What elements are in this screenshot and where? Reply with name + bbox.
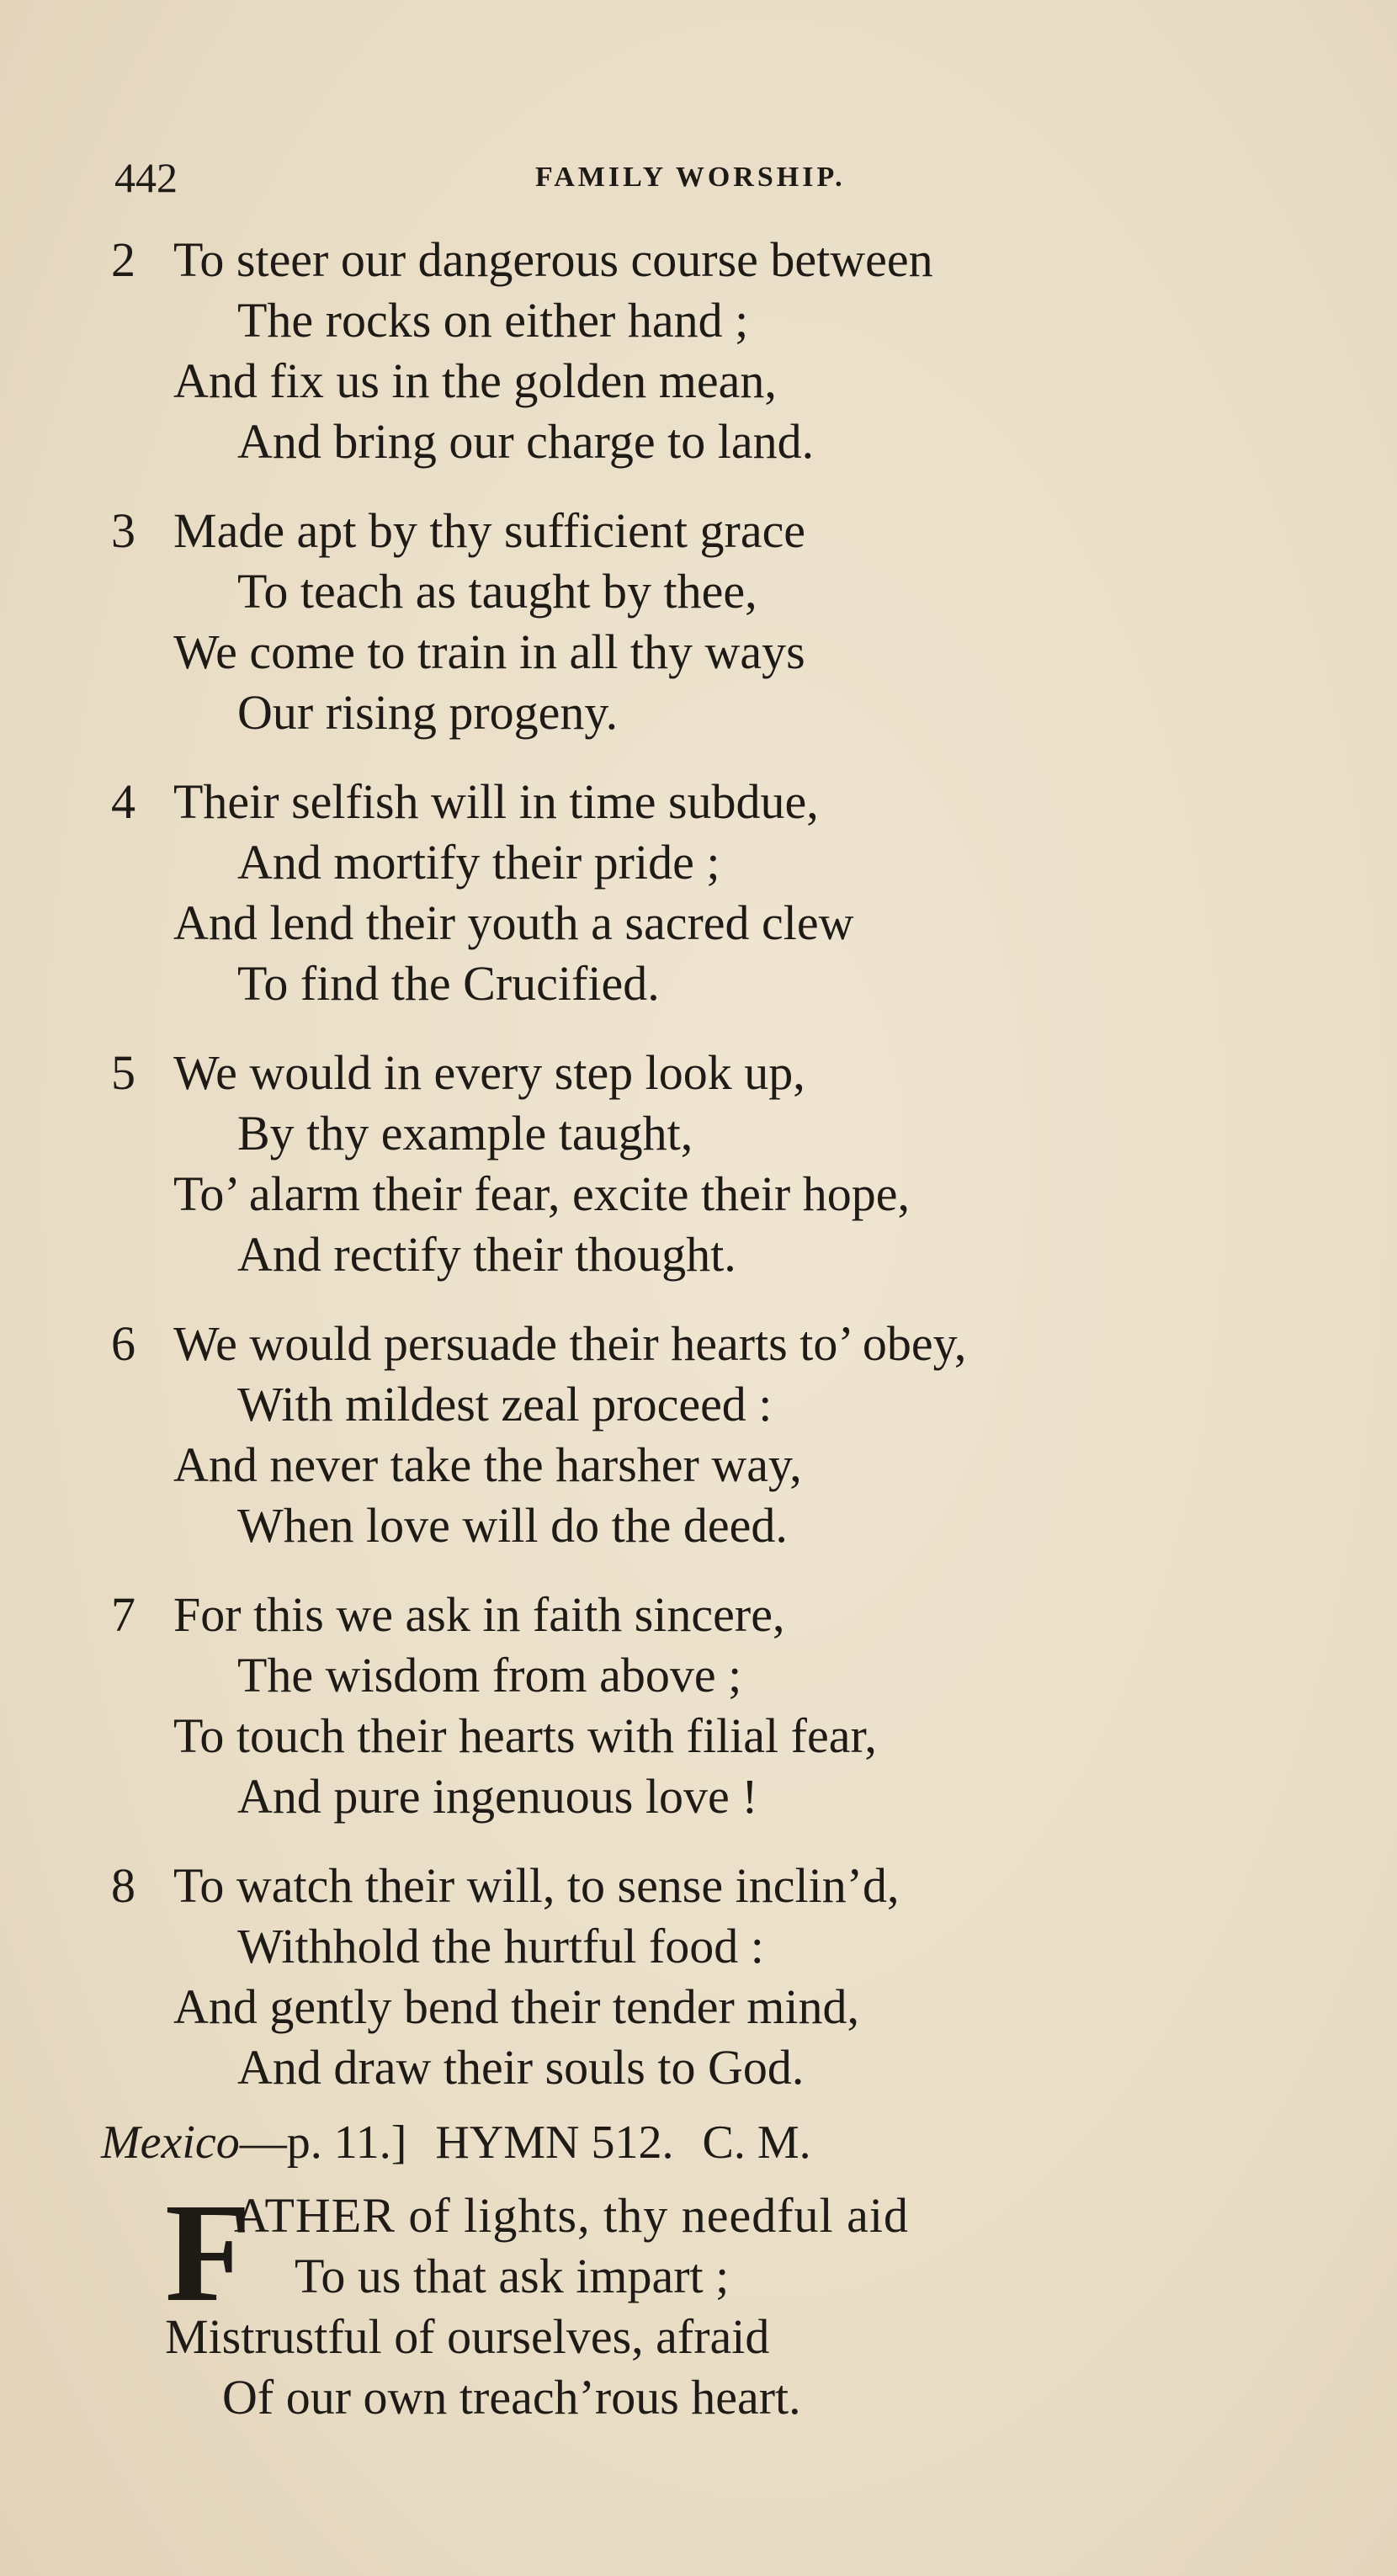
stanza-line: 2 To steer our dangerous course between (111, 232, 933, 287)
stanza-line: And bring our charge to land. (237, 414, 815, 469)
stanza-line: With mildest zeal proceed : (237, 1377, 773, 1431)
stanza-line: 6 We would persuade their hearts to’ obey, (111, 1316, 967, 1371)
stanza-number: 2 (111, 232, 135, 287)
stanza-line: The wisdom from above ; (237, 1648, 742, 1702)
hymn-meter: C. M. (702, 2117, 811, 2169)
stanza-line: 5 We would in every step look up, (111, 1045, 805, 1100)
stanza-number: 8 (111, 1858, 135, 1913)
stanza-number: 3 (111, 503, 135, 558)
stanza-line: By thy example taught, (237, 1106, 693, 1161)
stanza-line: When love will do the deed. (237, 1498, 788, 1553)
page-header (114, 153, 1271, 204)
stanza-number: 6 (111, 1316, 135, 1371)
stanza-number: 4 (111, 774, 135, 829)
stanza-line: To find the Crucified. (237, 956, 660, 1011)
hymn-line: ATHER of lights, thy needful aid (234, 2188, 910, 2243)
stanza-number: 5 (111, 1045, 135, 1100)
page-number: 442 (114, 154, 178, 201)
running-title: FAMILY WORSHIP. (535, 162, 846, 193)
stanza-line: And fix us in the golden mean, (173, 353, 777, 408)
stanza-line: To touch their hearts with filial fear, (173, 1708, 877, 1763)
stanza-line: And never take the harsher way, (173, 1437, 802, 1492)
tune-name: Mexico (101, 2117, 240, 2169)
hymn-heading (101, 2117, 811, 2169)
hymn-line: To us that ask impart ; (295, 2249, 730, 2303)
stanza-line: And draw their souls to God. (237, 2040, 805, 2095)
stanza-line: 3 Made apt by thy sufficient grace (111, 503, 806, 558)
stanza-line: The rocks on either hand ; (237, 293, 749, 348)
hymn-line: Mistrustful of ourselves, afraid (165, 2309, 770, 2364)
stanza-line: We come to train in all thy ways (173, 624, 805, 679)
tune-reference: —p. 11.] (239, 2117, 407, 2169)
stanza-line: And gently bend their tender mind, (173, 1979, 860, 2034)
stanza-line: 7 For this we ask in faith sincere, (111, 1587, 785, 1642)
stanza-line: And lend their youth a sacred clew (173, 895, 854, 950)
stanza-line: Withhold the hurtful food : (237, 1919, 764, 1973)
stanza-line: And mortify their pride ; (237, 835, 720, 890)
hymn-title: HYMN 512. (435, 2117, 674, 2169)
stanza-line: 8 To watch their will, to sense inclin’d, (111, 1858, 900, 1913)
stanza-line: Our rising progeny. (237, 685, 619, 740)
stanza-line: To’ alarm their fear, excite their hope, (173, 1166, 910, 1221)
stanza-line: And pure ingenuous love ! (237, 1769, 758, 1824)
stanza-line: 4 Their selfish will in time subdue, (111, 774, 819, 829)
hymn-line: Of our own treach’rous heart. (222, 2370, 801, 2425)
drop-cap: F (165, 2175, 252, 2331)
stanza-number: 7 (111, 1587, 135, 1642)
stanza-line: And rectify their thought. (237, 1227, 736, 1282)
stanza-line: To teach as taught by thee, (237, 564, 757, 619)
